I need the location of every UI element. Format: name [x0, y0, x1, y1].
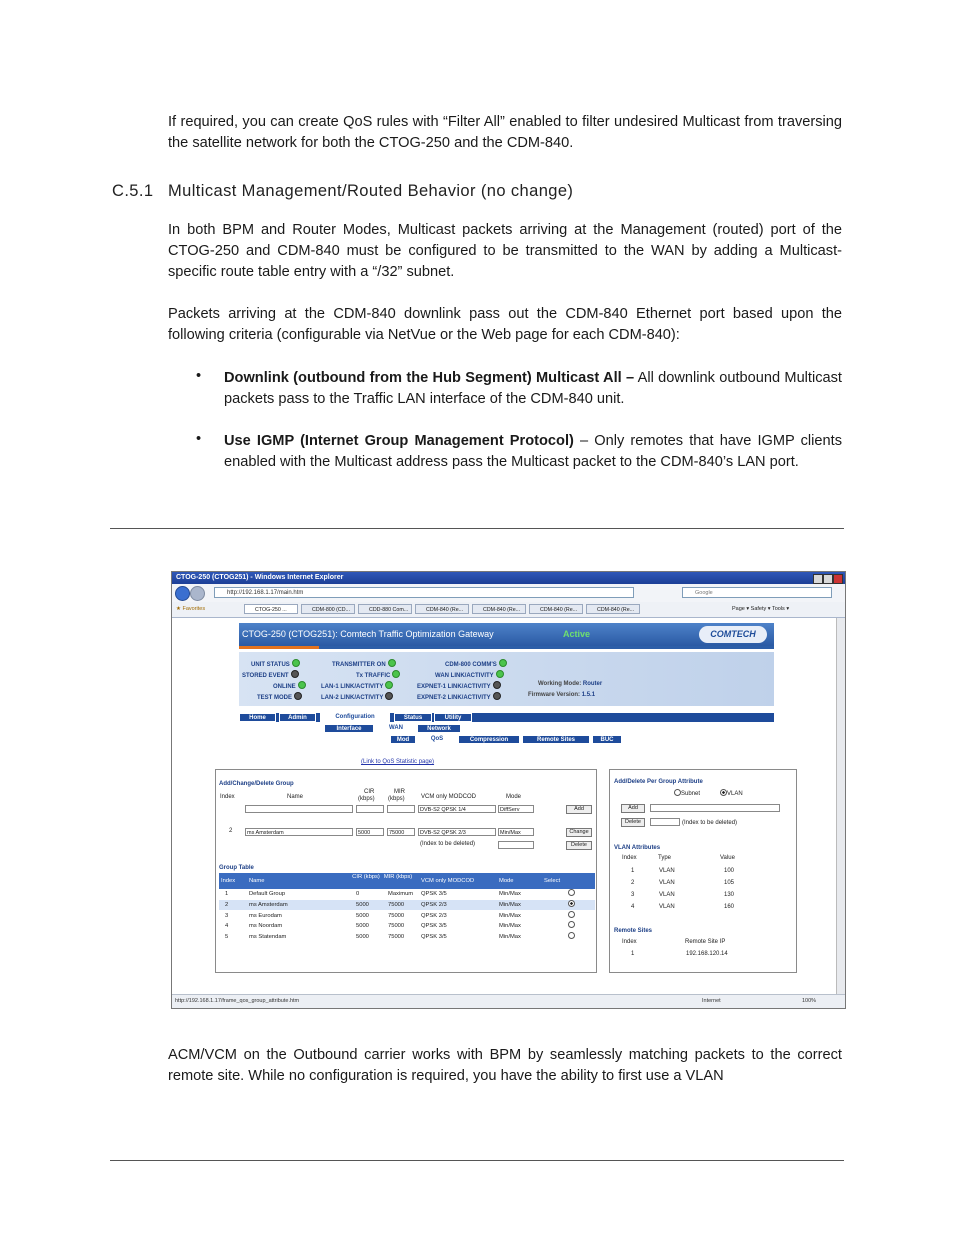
banner-underline [319, 646, 774, 649]
mir-input[interactable] [387, 805, 415, 813]
table-row[interactable] [219, 921, 595, 932]
table-cell: Min/Max [499, 901, 521, 908]
bullet-multicast-all-text: All downlink outbound Multicast packets pass to the Traffic LAN interface of the CDM-840 unit. [224, 370, 842, 407]
th-mode: Mode [499, 878, 514, 884]
working-mode-value: Router [582, 681, 603, 687]
table-cell: QPSK 2/3 [421, 901, 447, 908]
group-table-title: Group Table [219, 865, 254, 871]
table-cell: 75000 [388, 901, 405, 908]
col-cir-unit: (kbps) [358, 796, 375, 802]
th-cir: CIR (kbps) [352, 874, 380, 880]
nav-compression[interactable]: Compression [458, 735, 520, 744]
subnet-label: Subnet [681, 791, 701, 797]
select-cell[interactable] [568, 889, 575, 900]
subnet-radio[interactable] [674, 789, 681, 796]
led-wan-link [435, 670, 504, 679]
table-cell: QPSK 3/5 [421, 923, 447, 930]
table-cell: 75000 [388, 934, 405, 941]
table-cell: 75000 [388, 912, 405, 919]
led-label: EXPNET-2 LINK/ACTIVITY [417, 695, 491, 701]
led-label: LAN-2 LINK/ACTIVITY [321, 695, 384, 701]
table-cell: ms Amsterdam [249, 901, 288, 908]
name-input[interactable] [245, 805, 353, 813]
browser-status-bar [172, 994, 845, 1008]
select-cell[interactable] [568, 900, 575, 911]
status-zoom[interactable]: 100% [802, 998, 817, 1004]
group-form-title: Add/Change/Delete Group [219, 781, 294, 787]
led-label: TRANSMITTER ON [332, 662, 386, 668]
edit-cir-input[interactable]: 5000 [356, 828, 384, 836]
led-test-mode [257, 692, 302, 701]
col-index: Index [220, 794, 235, 800]
app-banner [239, 623, 774, 646]
add-attribute-button[interactable]: Add [621, 804, 645, 813]
vlan-th-value: Value [720, 855, 735, 861]
command-menu[interactable]: Page ▾ Safety ▾ Tools ▾ [732, 606, 790, 612]
vlan-cell: VLAN [659, 880, 675, 886]
url-input[interactable]: http://192.168.1.17/main.htm [214, 587, 634, 598]
table-cell: ms Statendam [249, 934, 287, 941]
select-radio[interactable] [568, 900, 575, 907]
table-cell: Min/Max [499, 912, 521, 919]
close-icon[interactable] [833, 574, 843, 584]
rs-th-index: Index [622, 939, 637, 945]
rs-row-index: 1 [631, 951, 635, 957]
table-cell: 5000 [356, 912, 369, 919]
vlan-cell: 2 [631, 880, 635, 886]
table-cell: Default Group [249, 891, 286, 897]
th-index: Index [221, 878, 236, 884]
col-mir: MIR [394, 789, 405, 795]
led-label: CDM-800 COMM'S [445, 662, 497, 668]
vlan-cell: VLAN [659, 892, 675, 898]
table-cell: 5000 [356, 901, 369, 908]
table-cell: QPSK 3/5 [421, 891, 447, 897]
vlan-th-type: Type [658, 855, 672, 861]
led-off-icon [291, 670, 299, 678]
back-icon[interactable] [175, 586, 190, 601]
status-zone: Internet [702, 998, 721, 1004]
paragraph-acm-vcm: ACM/VCM on the Outbound carrier works with BPM by seamlessly matching packets to the correct remote site. While no configuration is required, you have the ability to first use a VLAN [168, 1047, 842, 1084]
table-cell: 0 [356, 891, 360, 897]
col-mode: Mode [506, 794, 522, 800]
vertical-scrollbar[interactable] [836, 618, 845, 994]
favorites-label: Favorites [182, 606, 206, 612]
rs-th-ip: Remote Site IP [685, 939, 726, 945]
select-radio[interactable] [568, 921, 575, 928]
table-cell: 5000 [356, 923, 369, 930]
led-green-icon [499, 659, 507, 667]
firmware-version [528, 692, 595, 698]
browser-screenshot [171, 571, 846, 1009]
edit-mir-input[interactable]: 75000 [387, 828, 415, 836]
attribute-delete-hint: (Index to be deleted) [682, 820, 738, 826]
led-expnet2 [417, 692, 501, 701]
edit-modcod-select[interactable]: DVB-S2 QPSK 2/3 [418, 828, 496, 836]
bullet-glyph: • [196, 368, 202, 384]
led-lan2 [321, 692, 393, 701]
vlan-cell: 130 [724, 892, 735, 898]
led-label: UNIT STATUS [251, 662, 290, 668]
led-label: WAN LINK/ACTIVITY [435, 673, 494, 679]
section-heading [112, 182, 573, 201]
led-cdm800-comms [445, 659, 507, 668]
modcod-select[interactable]: DVB-S2 QPSK 1/4 [418, 805, 496, 813]
col-mir-unit: (kbps) [388, 796, 405, 802]
select-cell[interactable] [568, 932, 575, 943]
vlan-cell: 4 [631, 904, 635, 910]
maximize-icon[interactable] [823, 574, 833, 584]
table-cell: 3 [225, 912, 229, 919]
led-green-icon [292, 659, 300, 667]
led-tx-traffic [356, 670, 400, 679]
divider [110, 528, 844, 529]
table-cell: 4 [225, 923, 229, 930]
vlan-radio[interactable] [720, 789, 727, 796]
qos-statistic-link[interactable]: (Link to QoS Statistic page) [361, 759, 435, 765]
vlan-cell: 3 [631, 892, 635, 898]
vlan-cell: 105 [724, 880, 735, 886]
delete-group-button[interactable]: Delete [566, 841, 592, 850]
led-label: LAN-1 LINK/ACTIVITY [321, 684, 384, 690]
remote-sites-title: Remote Sites [614, 928, 653, 934]
intro-paragraph: If required, you can create QoS rules with “Filter All” enabled to filter undesired Multicast from traversing the satellite network for both the CTOG-250 and the CDM-840. [168, 114, 842, 151]
attribute-delete-index-input[interactable] [650, 818, 680, 826]
table-cell: ms Eurodam [249, 912, 282, 919]
bullet-igmp-text: – Only remotes that have IGMP clients enabled with the Multicast address pass the Multicast packet to the CDM-840’s LAN port. [224, 433, 842, 470]
col-cir: CIR [364, 789, 375, 795]
tab-7[interactable]: CDM-840 (Re... [586, 604, 640, 614]
led-stored-event [242, 670, 299, 679]
add-group-button[interactable]: Add [566, 805, 592, 814]
led-off-icon [385, 692, 393, 700]
per-group-title: Add/Delete Per Group Attribute [614, 779, 703, 785]
change-group-button[interactable]: Change [566, 828, 592, 837]
section-title: Multicast Management/Routed Behavior (no change) [168, 182, 574, 200]
working-mode [538, 681, 602, 687]
table-cell: ms Noordam [249, 923, 283, 930]
address-bar [172, 584, 845, 603]
tab-3[interactable]: CDD-880 Com... [358, 604, 412, 614]
led-green-icon [388, 659, 396, 667]
bullet-igmp-term: Use IGMP (Internet Group Management Protocol) [224, 433, 574, 449]
table-row[interactable] [219, 900, 595, 911]
window-title: CTOG-250 (CTOG251) - Windows Internet Explorer [176, 574, 344, 581]
th-mir: MIR (kbps) [383, 874, 413, 880]
page-content [172, 618, 837, 994]
table-cell: 5 [225, 934, 229, 941]
col-name: Name [287, 794, 304, 800]
led-green-icon [298, 681, 306, 689]
firmware-label: Firmware Version: [528, 692, 581, 698]
window-title-bar [172, 572, 845, 584]
subnet-option[interactable] [674, 789, 700, 797]
nav-configuration[interactable]: Configuration [320, 713, 390, 722]
mode-select[interactable]: DiffServ [498, 805, 534, 813]
nav-status[interactable]: Status [394, 713, 432, 722]
led-green-icon [385, 681, 393, 689]
table-cell: Maximum [388, 891, 414, 897]
led-label: EXPNET-1 LINK/ACTIVITY [417, 684, 491, 690]
attribute-value-input[interactable] [650, 804, 780, 812]
led-online [273, 681, 306, 690]
table-cell: Min/Max [499, 891, 521, 897]
table-row[interactable] [219, 889, 595, 900]
nav-remote-sites[interactable]: Remote Sites [522, 735, 590, 744]
th-select: Select [544, 878, 561, 884]
nav-qos[interactable]: QoS [418, 735, 456, 744]
favorites-bar [172, 602, 845, 618]
vlan-cell: VLAN [659, 904, 675, 910]
nav-interface[interactable]: Interface [324, 724, 374, 733]
search-input[interactable]: Google [682, 587, 832, 598]
table-row[interactable] [219, 932, 595, 943]
tab-2[interactable]: CDM-800 (CD... [301, 604, 355, 614]
edit-name-input[interactable]: ms Amsterdam [245, 828, 353, 836]
table-cell: Min/Max [499, 923, 521, 930]
vlan-label: VLAN [727, 791, 743, 797]
th-name: Name [249, 878, 265, 884]
table-cell: 1 [225, 891, 229, 897]
firmware-value: 1.5.1 [581, 692, 596, 698]
paragraph-routed-behavior: In both BPM and Router Modes, Multicast packets arriving at the Management (routed) port of the CTOG-250 and CDM-840 must be configured to be transmitted to the WAN by adding a Multicast-specific route table entry with a “/32” subnet. [168, 222, 842, 280]
led-off-icon [294, 692, 302, 700]
status-panel [239, 652, 774, 706]
nav-network[interactable]: Network [417, 724, 461, 733]
led-label: Tx TRAFFIC [356, 673, 391, 679]
led-label: TEST MODE [257, 695, 293, 701]
nav-wan[interactable]: WAN [377, 724, 415, 733]
vlan-option[interactable] [720, 789, 743, 797]
nav-home[interactable]: Home [239, 713, 276, 722]
bullet-igmp [224, 431, 842, 473]
table-cell: QPSK 3/5 [421, 934, 447, 941]
table-row[interactable] [219, 911, 595, 922]
table-cell: 2 [225, 901, 229, 908]
app-title: CTOG-250 (CTOG251): Comtech Traffic Optimization Gateway [242, 629, 494, 639]
led-label: ONLINE [273, 684, 296, 690]
working-mode-label: Working Mode: [538, 681, 582, 687]
led-lan1 [321, 681, 393, 690]
tab-5[interactable]: CDM-840 (Re... [472, 604, 526, 614]
vlan-cell: VLAN [659, 868, 675, 874]
led-green-icon [496, 670, 504, 678]
led-off-icon [493, 681, 501, 689]
led-transmitter-on [332, 659, 396, 668]
status-url: http://192.168.1.17/frame_qos_group_attribute.htm [175, 998, 300, 1004]
vlan-cell: 1 [631, 868, 635, 874]
edit-mode-select[interactable]: Min/Max [498, 828, 534, 836]
favorites-button[interactable]: ★ Favorites [176, 606, 206, 612]
select-radio[interactable] [568, 889, 575, 896]
led-label: STORED EVENT [242, 673, 289, 679]
select-cell[interactable] [568, 921, 575, 932]
bullet-multicast-all [224, 368, 842, 410]
delete-index-input[interactable] [498, 841, 534, 849]
tab-4[interactable]: CDM-840 (Re... [415, 604, 469, 614]
cir-input[interactable] [356, 805, 384, 813]
select-radio[interactable] [568, 932, 575, 939]
bullet-glyph: • [196, 431, 202, 447]
tab-1[interactable]: CTOG-250 ... [244, 604, 298, 614]
select-radio[interactable] [568, 911, 575, 918]
section-number: C.5.1 [112, 182, 154, 200]
banner-accent [239, 646, 319, 649]
minimize-icon[interactable] [813, 574, 823, 584]
table-cell: Min/Max [499, 934, 521, 941]
delete-attribute-button[interactable]: Delete [621, 818, 645, 827]
nav-admin[interactable]: Admin [279, 713, 316, 722]
tab-6[interactable]: CDM-840 (Re... [529, 604, 583, 614]
forward-icon[interactable] [190, 586, 205, 601]
vlan-th-index: Index [622, 855, 637, 861]
vlan-cell: 160 [724, 904, 735, 910]
footer-divider [110, 1160, 844, 1161]
group-table-header [219, 873, 595, 889]
paragraph-downlink-criteria: Packets arriving at the CDM-840 downlink pass out the CDM-840 Ethernet port based upon the following criteria (configurable via NetVue or the Web page for each CDM-840): [168, 306, 842, 343]
select-cell[interactable] [568, 911, 575, 922]
th-vcm: VCM only MODCOD [421, 878, 475, 884]
comtech-logo: COMTECH [699, 626, 767, 643]
table-cell: 75000 [388, 923, 405, 930]
col-vcm: VCM only MODCOD [421, 794, 477, 800]
vlan-cell: 100 [724, 868, 735, 874]
bullet-multicast-all-term: Downlink (outbound from the Hub Segment) Multicast All – [224, 370, 635, 386]
led-green-icon [392, 670, 400, 678]
nav-buc[interactable]: BUC [592, 735, 622, 744]
delete-hint: (Index to be deleted) [420, 841, 476, 847]
vlan-attributes-title: VLAN Attributes [614, 845, 661, 851]
rs-row-ip: 192.168.120.14 [686, 951, 728, 957]
edit-index: 2 [229, 828, 233, 834]
nav-utility[interactable]: Utility [434, 713, 472, 722]
nav-mod[interactable]: Mod [390, 735, 416, 744]
led-off-icon [493, 692, 501, 700]
led-unit-status [251, 659, 300, 668]
table-cell: QPSK 2/3 [421, 912, 447, 919]
led-expnet1 [417, 681, 501, 690]
active-state: Active [563, 629, 591, 639]
table-cell: 5000 [356, 934, 369, 941]
